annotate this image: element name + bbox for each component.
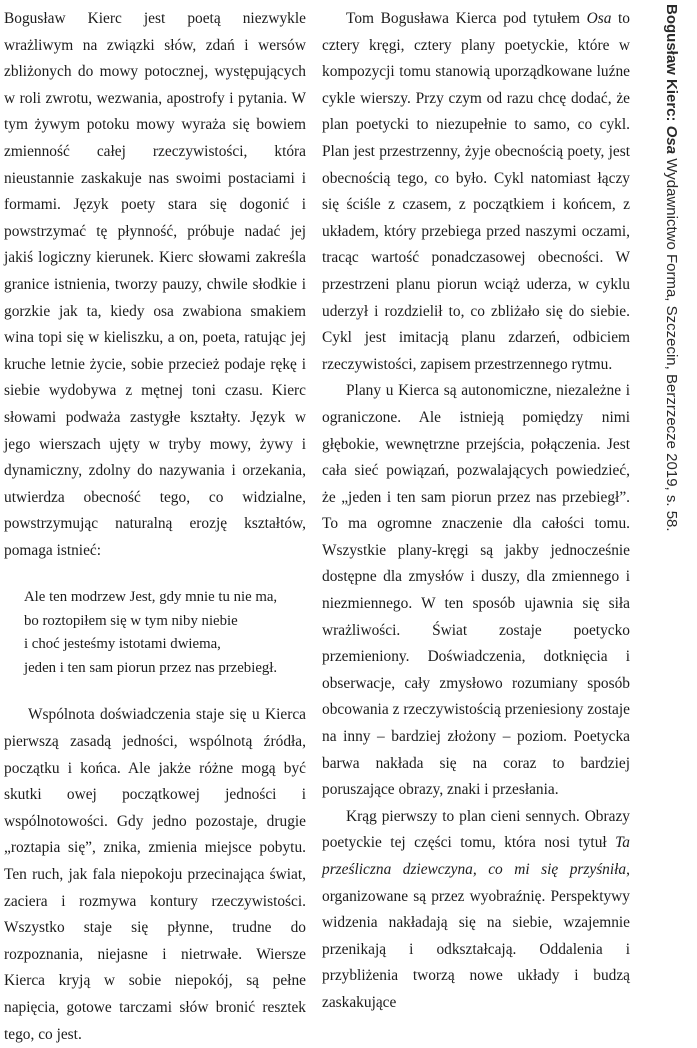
poem-line: jeden i ten sam piorun przez nas przebiegł. [24,659,278,676]
citation-author: Bogusław Kierc: [663,4,680,126]
paragraph: Wspólnota doświadczenia staje się u Kierca pierwszą zasadą jedności, wspólnotą źródła, początku i końca. Ale jakże różne mogą być skutki owej początkowej jedności i wspólnotowości. Gdy jedno pozostaje, drugie „roztapia się”, znika, zmienia miejsce pobytu. Ten ruch, jak fala niepokoju przecinająca świat, zaciera i rozmywa kontury rzeczywistości. Wszystko staje się płynne, trudne do rozpoznania, niejasne i nietrwałe. Wiersze Kierca kryją w sobie niepokój, są pełne napięcia, gotowe tarczami słów bronić resztek tego, co jest. [4,706,306,1043]
poem-line: i choć jesteśmy istotami dwiema, [24,636,221,653]
citation-title: Osa [663,125,680,155]
citation-details: Wydawnictwo Forma, Szczecin, Berzrzecze 2019, s. 58. [663,154,680,532]
text-run: Krąg pierwszy to plan cieni sennych. Obrazy poetyckie tej części tomu, która nosi tytuł [322,807,630,852]
poem-line: bo roztopiłem się w tym niby niebie [24,612,238,629]
paragraph: Bogusław Kierc jest poetą niezwykle wrażliwym na związki słów, zdań i wersów zbliżonych do mowy potocznej, występujących w roli zwrotu, wezwania, apostrofy i pytania. W tym żywym potoku mowy wyraża się bowiem zmienność całej rzeczywistości, która nieustannie zaskakuje nas swoimi postaciami i formami. Język poety stara się dogonić i powstrzymać tę płynność, próbuje nadać jej jakiś logiczny kierunek. Kierc słowami zakreśla granice istnienia, tworzy pauzy, chwile słodkie i gorzkie jak ta, kiedy osa zwabiona smakiem wina topi się w kieliszku, a on, poeta, ratując jej kruche letnie życie, sobie przecież podaje rękę i siebie wydobywa z mętnej toni czasu. Kierc słowami podważa zastygłe kształty. Język w jego wierszach ujęty w tryby mowy, żywy i dynamiczny, zdolny do nazywania i orzekania, utwierdza obecność tego, co widzialne, powstrzymując naturalną erozję kształtów, pomaga istnieć: [4,10,306,559]
poem-line: Ale ten modrzew Jest, gdy mnie tu nie ma, [24,589,278,606]
right-column [322,6,630,1017]
paragraph: Plany u Kierca są autonomiczne, niezależne i ograniczone. Ale istnieją pomiędzy nimi głębokie, wewnętrzne przejścia, połączenia. Jest cała sieć powiązań, pozwalających powiedzieć, że „jeden i ten sam piorun przez nas przebiegł”. To ma ogromne znaczenie dla całości tomu. Wszystkie plany-kręgi są jakby jednocześnie dostępne dla zmysłów i duszy, dla zmiennego i niezmiennego. W ten sposób ujawnia się siła wrażliwości. Świat zostaje poetycko przemieniony. Doświadczenia, dotknięcia i obserwacje, cały zmysłowo rozumiany sposób obcowania z rzeczywistością przeniesiony zostaje na inny – bardziej złożony – poziom. Poetycka barwa nakłada się na coraz to bardziej poruszające obrazy, znaki i przesłania. [322,382,630,799]
left-column [4,6,306,1048]
sidebar-citation [650,4,694,884]
section-title: Ta prześliczna dziewczyna, co mi się przyśniła [322,834,630,878]
poem-quote [24,586,306,680]
paragraph [322,804,630,1017]
text-run: to cztery kręgi, cztery plany poetyckie, które w kompozycji tomu stanowią uporządkowane luźne cykle wierszy. Przy czym od razu chcę dodać, że plan poetycki to niezupełnie to samo, co cykl. Plan jest przestrzenny, żyje obecnością poety, jest obecnością tego, co było. Cykl natomiast łączy się ściśle z czasem, z początkiem i końcem, z układem, który przebiega przed naszymi oczami, tracąc wartość ponadczasowej obecności. W przestrzeni planu piorun wciąż uderza, w cyklu uderzył i rozdzielił to, co zbliżało się do siebie. Cykl jest imitacją planu zdarzeń, odbiciem rzeczywistości, zapisem przestrzennego rytmu. [322,10,630,373]
text-run: Tom Bogusława Kierca pod tytułem [346,10,587,27]
text-run: , organizowane są przez wyobraźnię. Perspektywy widzenia nakładają się na siebie, wzajemnie przenikają i odkształcają. Oddalenia i przybliżenia tworzą nowe układy i budzą zaskakujące [322,861,630,1011]
book-title: Osa [586,10,612,27]
paragraph [322,6,630,378]
